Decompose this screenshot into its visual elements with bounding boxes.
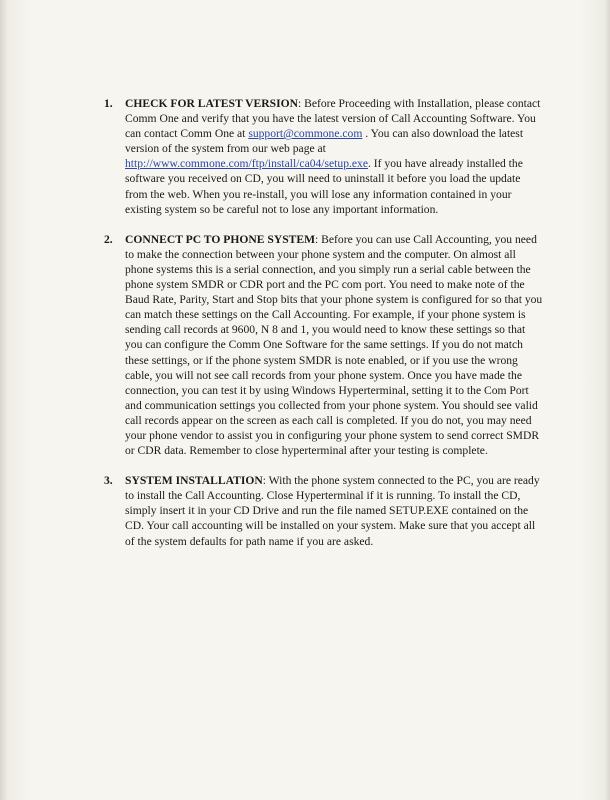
download-url-link[interactable]: http://www.commone.com/ftp/install/ca04/setup.exe bbox=[125, 157, 368, 171]
support-email-link[interactable]: support@commone.com bbox=[248, 127, 363, 141]
item-number: 2. bbox=[104, 232, 113, 246]
item-text: : With the phone system connected to the PC, you are ready to install the Call Accounting. Close Hyperterminal if it is running. To install the CD, simply insert it in your CD Drive and run the file named SETUP.EXE contained on the CD. Your call accounting will be installed on your system. Make sure that you accept all of the system defaults for path name if you are asked. bbox=[125, 474, 540, 548]
item-body bbox=[125, 473, 544, 548]
item-heading: CONNECT PC TO PHONE SYSTEM bbox=[125, 232, 316, 246]
item-number: 3. bbox=[104, 474, 113, 488]
item-text: : Before Proceeding with Installation, please contact Comm One and verify that you have the latest version of Call Accounting Software. You can contact Comm One at bbox=[125, 97, 541, 141]
item-text: . You can also download the latest version of the system from our web page at bbox=[125, 127, 524, 156]
item-text: . If you have already installed the software you received on CD, you will need to uninstall it before you load the update from the web. When you re-install, you will lose any information contained in your existing system so be careful not to lose any important information. bbox=[125, 157, 523, 216]
item-heading: CHECK FOR LATEST VERSION bbox=[125, 97, 298, 110]
item-number: 1. bbox=[104, 97, 113, 110]
instructions-list bbox=[104, 96, 544, 564]
item-heading: SYSTEM INSTALLATION bbox=[125, 474, 263, 488]
item-body bbox=[125, 96, 544, 217]
item-body bbox=[125, 232, 544, 458]
list-item bbox=[104, 232, 544, 458]
item-text: : Before you can use Call Accounting, you need to make the connection between your phone system and the computer. On almost all phone systems this is a serial connection, and you simply run a serial cable between the phone system SMDR or CDR port and the PC com port. You need to make note of the Baud Rate, Parity, Start and Stop bits that your phone system is configured for so that you can match these settings on the Call Accounting. For example, if your phone system is sending call records at 9600, N 8 and 1, you would need to know these settings so that you can configure the Comm One Software for the same settings. If you do not match these settings, or if the phone system SMDR is note enabled, or if you use the wrong cable, you will not see call records from your phone system. Once you have made the connection, you can test it by using Windows Hyperterminal, setting it to the Com Port and communication settings you collected from your phone system. You should see valid call records appear on the screen as each call is completed. If you do not, you may need your phone vendor to assist you in configuring your phone system to send correct SMDR or CDR data. Remember to close hyperterminal after your testing is complete. bbox=[125, 232, 543, 458]
list-item bbox=[104, 96, 544, 217]
list-item bbox=[104, 473, 544, 548]
